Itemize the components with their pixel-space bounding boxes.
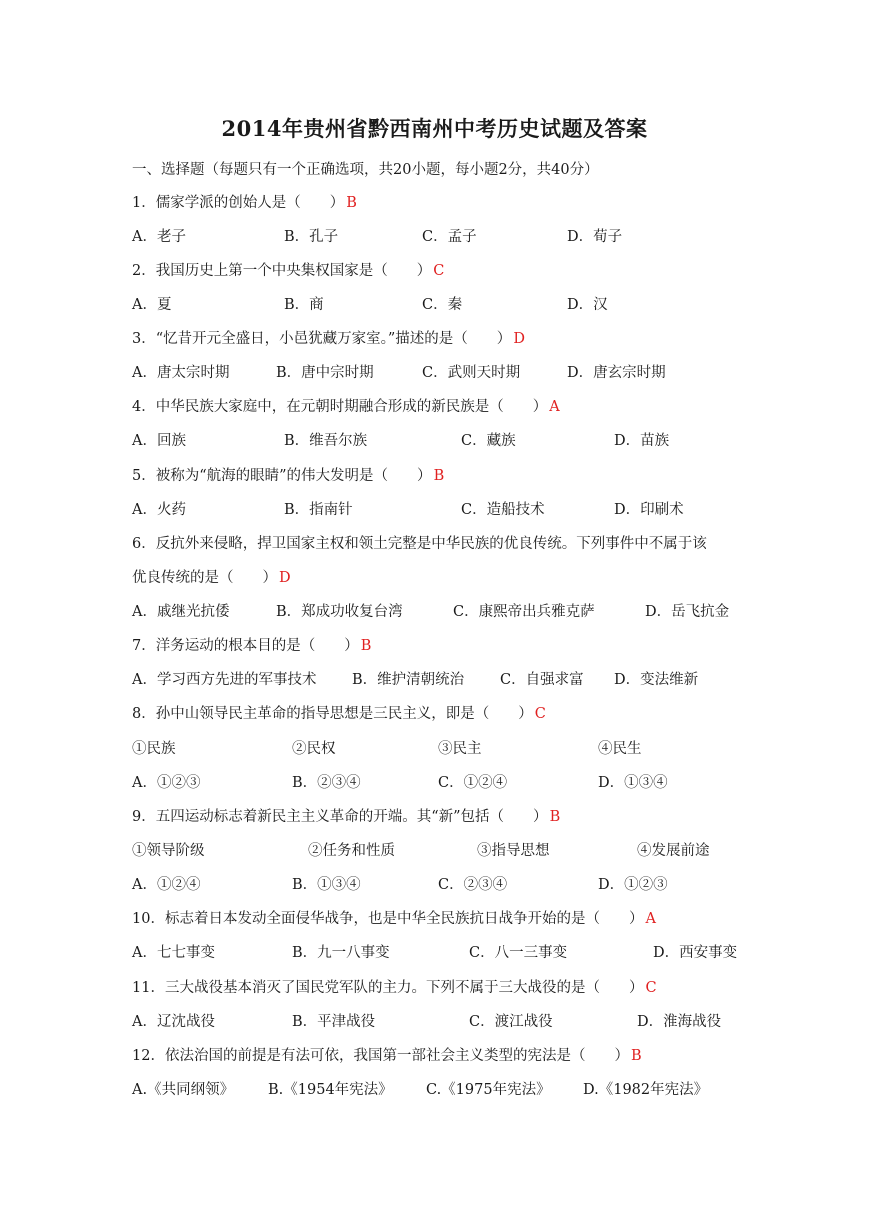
answer-7: B	[360, 638, 372, 654]
question-text: 11．三大战役基本消灭了国民党军队的主力。下列不属于三大战役的是（ ）	[132, 980, 644, 996]
question-3-stem	[132, 329, 525, 349]
question-text: 9．五四运动标志着新民主主义革命的开端。其“新”包括（ ）	[132, 809, 548, 825]
option: C．秦	[422, 297, 463, 313]
question-text: 1．儒家学派的创始人是（ ）	[132, 195, 345, 211]
option: B．②③④	[292, 775, 361, 791]
question-9-stem	[132, 807, 560, 827]
option: A．老子	[132, 229, 186, 245]
statement: ①领导阶级	[132, 843, 205, 859]
answer-2: C	[433, 263, 445, 279]
option: B．唐中宗时期	[276, 365, 374, 381]
question-7-stem	[132, 636, 371, 656]
answer-3: D	[513, 331, 525, 347]
option: A．①②④	[132, 877, 201, 893]
option: A．火药	[132, 502, 186, 518]
option: B．孔子	[284, 229, 339, 245]
option: D．淮海战役	[637, 1014, 722, 1030]
option: D．印刷术	[614, 502, 684, 518]
option: C．②③④	[438, 877, 508, 893]
option: A．夏	[132, 297, 172, 313]
statement: ③民主	[438, 741, 482, 757]
option: C．①②④	[438, 775, 508, 791]
option: B．九一八事变	[292, 945, 390, 961]
question-2-stem	[132, 261, 444, 281]
question-10-stem	[132, 909, 656, 929]
option: C．造船技术	[461, 502, 545, 518]
option: A．唐太宗时期	[132, 365, 230, 381]
question-8-stem	[132, 704, 546, 724]
option: C．藏族	[461, 433, 516, 449]
option: C．八一三事变	[469, 945, 568, 961]
option: B．维吾尔族	[284, 433, 368, 449]
question-5-stem	[132, 466, 444, 486]
statement: ①民族	[132, 741, 176, 757]
answer-10: A	[645, 911, 656, 927]
question-text: 5．被称为“航海的眼睛”的伟大发明是（ ）	[132, 468, 432, 484]
statement: ④民生	[598, 741, 642, 757]
question-12-stem	[132, 1046, 642, 1066]
option: B．平津战役	[292, 1014, 376, 1030]
answer-5: B	[433, 468, 445, 484]
answer-12: B	[630, 1048, 642, 1064]
question-6-stem: 6．反抗外来侵略，捍卫国家主权和领土完整是中华民族的优良传统。下列事件中不属于该	[132, 536, 707, 552]
option: A．学习西方先进的军事技术	[132, 672, 317, 688]
option: D．荀子	[567, 229, 623, 245]
option: A.《共同纲领》	[132, 1082, 235, 1098]
option: D．岳飞抗金	[645, 604, 730, 620]
option: D．苗族	[614, 433, 670, 449]
option: A．辽沈战役	[132, 1014, 215, 1030]
option: A．①②③	[132, 775, 201, 791]
question-text: 10．标志着日本发动全面侵华战争，也是中华全民族抗日战争开始的是（ ）	[132, 911, 644, 927]
section-heading: 一、选择题（每题只有一个正确选项，共20小题，每小题2分，共40分）	[132, 162, 599, 178]
answer-4: A	[549, 399, 560, 415]
option: B．商	[284, 297, 324, 313]
question-text: 12．依法治国的前提是有法可依，我国第一部社会主义类型的宪法是（ ）	[132, 1048, 629, 1064]
question-text: 2．我国历史上第一个中央集权国家是（ ）	[132, 263, 432, 279]
question-text: 8．孙中山领导民主革命的指导思想是三民主义，即是（ ）	[132, 706, 533, 722]
option: A．回族	[132, 433, 186, 449]
page-title: 2014年贵州省黔西南州中考历史试题及答案	[221, 116, 648, 141]
answer-6: D	[279, 570, 291, 586]
question-6-stem-continued	[132, 568, 291, 588]
option: D．变法维新	[614, 672, 699, 688]
option: C．孟子	[422, 229, 477, 245]
option: B．①③④	[292, 877, 361, 893]
option: D.《1982年宪法》	[583, 1082, 709, 1098]
question-text: 4．中华民族大家庭中，在元朝时期融合形成的新民族是（ ）	[132, 399, 548, 415]
question-1-stem	[132, 193, 357, 213]
option: D．①③④	[598, 775, 668, 791]
option: B．郑成功收复台湾	[276, 604, 403, 620]
option: D．唐玄宗时期	[567, 365, 666, 381]
option: B．指南针	[284, 502, 353, 518]
option: A．七七事变	[132, 945, 215, 961]
option: C．武则天时期	[422, 365, 521, 381]
option: C．康熙帝出兵雅克萨	[453, 604, 595, 620]
question-text: 优良传统的是（ ）	[132, 570, 277, 586]
option: B．维护清朝统治	[352, 672, 465, 688]
statement: ②任务和性质	[308, 843, 395, 859]
question-text: 3．“忆昔开元全盛日，小邑犹藏万家室。”描述的是（ ）	[132, 331, 512, 347]
answer-1: B	[346, 195, 357, 211]
option: A．戚继光抗倭	[132, 604, 230, 620]
answer-11: C	[645, 980, 657, 996]
option: D．西安事变	[653, 945, 738, 961]
statement: ④发展前途	[637, 843, 710, 859]
answer-8: C	[534, 706, 546, 722]
option: C．渡江战役	[469, 1014, 553, 1030]
statement: ③指导思想	[477, 843, 550, 859]
answer-9: B	[549, 809, 561, 825]
question-11-stem	[132, 978, 657, 998]
option: D．汉	[567, 297, 608, 313]
question-4-stem	[132, 397, 560, 417]
option: C．自强求富	[500, 672, 584, 688]
statement: ②民权	[292, 741, 336, 757]
question-text: 7．洋务运动的根本目的是（ ）	[132, 638, 359, 654]
option: D．①②③	[598, 877, 668, 893]
option: B.《1954年宪法》	[268, 1082, 393, 1098]
option: C.《1975年宪法》	[426, 1082, 551, 1098]
